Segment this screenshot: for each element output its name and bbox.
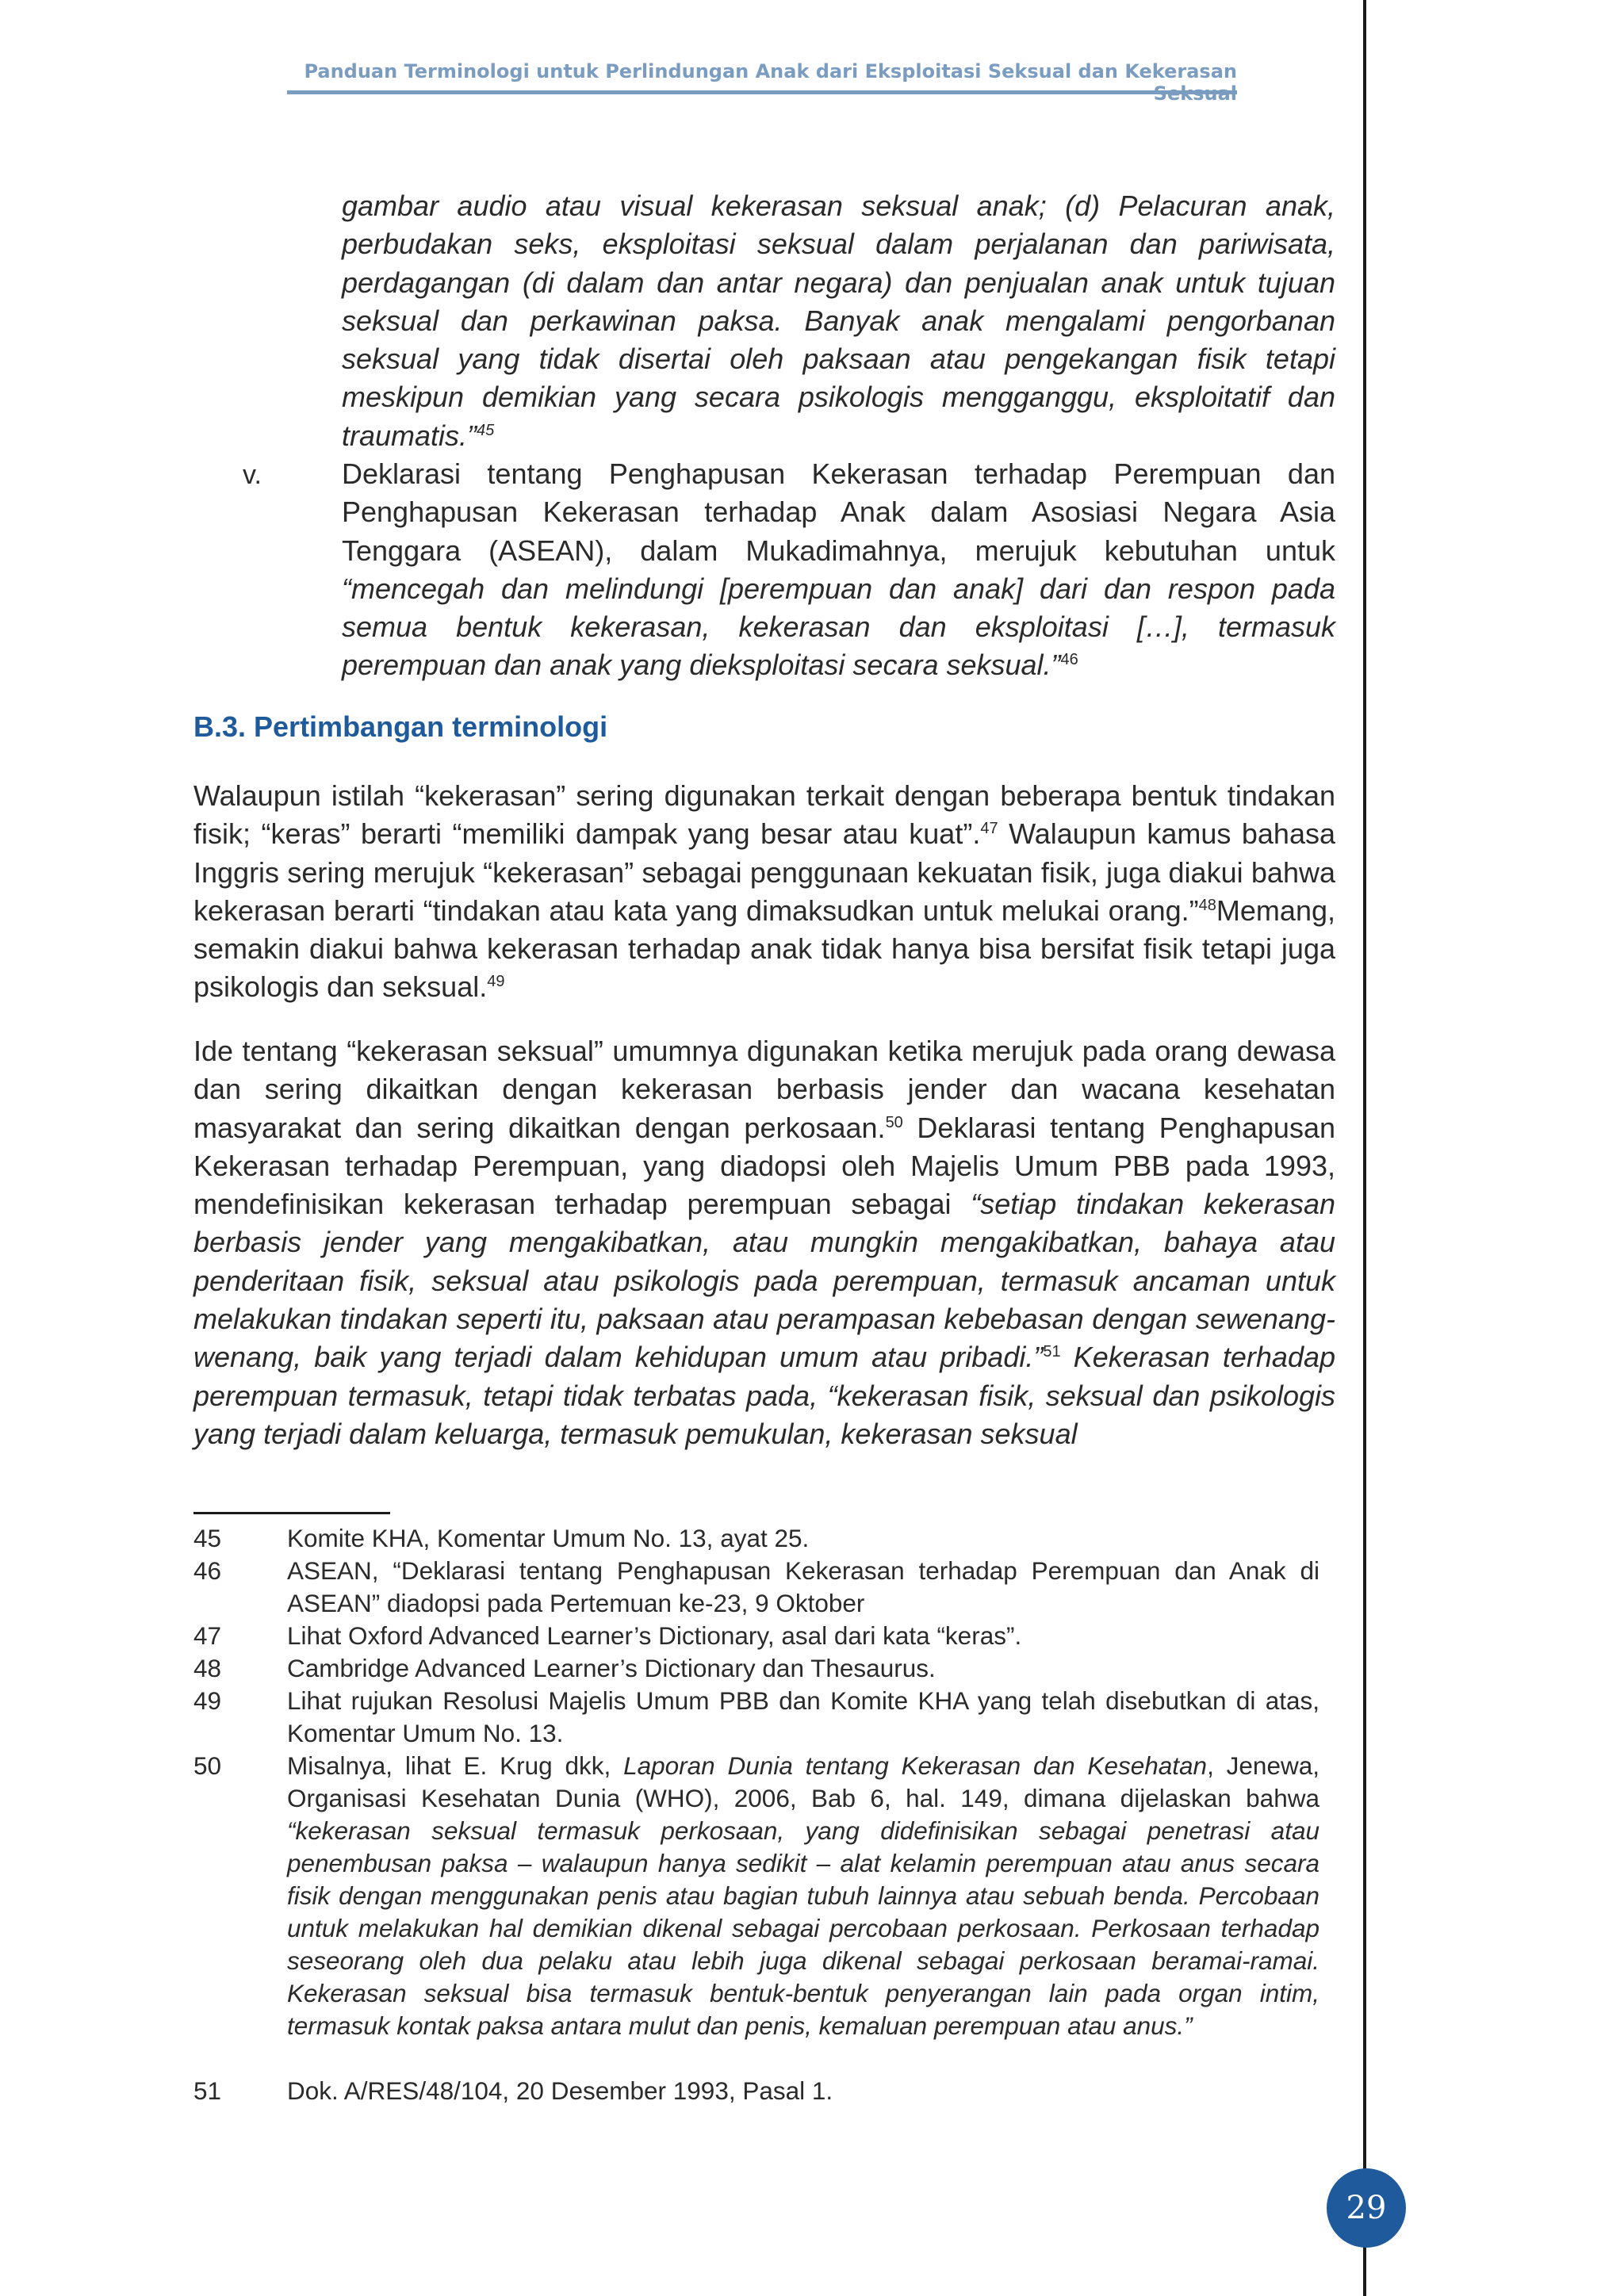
paragraph-2	[193, 1032, 1335, 1453]
footnote-45	[193, 1522, 1320, 1555]
footnote-number: 50	[193, 1751, 222, 1780]
footnote-50	[193, 1750, 1320, 2042]
footnote-ref-48[interactable]: 48	[1198, 896, 1216, 914]
header-rule	[287, 90, 1237, 94]
footnote-51	[193, 2075, 1320, 2107]
item-v-plain: Deklarasi tentang Penghapusan Kekerasan terhadap Perempuan dan Penghapusan Kekerasan terhadap Anak dalam Asosiasi Negara Asia Tenggara (ASEAN), dalam Mukadimahnya, merujuk kebutuhan untuk	[342, 457, 1335, 567]
list-number-v: v.	[243, 460, 262, 490]
footnote-text: Lihat Oxford Advanced Learner’s Dictionary, asal dari kata “keras”.	[287, 1621, 1022, 1650]
footnote-ref-50[interactable]: 50	[885, 1113, 903, 1131]
running-header: Panduan Terminologi untuk Perlindungan Anak dari Eksploitasi Seksual dan Kekerasan	[304, 60, 1237, 82]
item-v-quote: “mencegah dan melindungi [perempuan dan anak] dari dan respon pada semua bentuk kekerasan, kekerasan dan eksploitasi […], termasuk perempuan dan anak yang dieksploitasi secara seksual.”	[342, 572, 1335, 682]
footnote-text: Cambridge Advanced Learner’s Dictionary dan Thesaurus.	[287, 1654, 936, 1682]
section-heading: B.3. Pertimbangan terminologi	[193, 710, 608, 743]
list-item-v	[342, 455, 1335, 685]
footnote-text	[287, 1750, 1320, 2042]
footnote-ref-45[interactable]: 45	[477, 421, 495, 439]
fn50-part-b: , Jenewa, Organisasi Kesehatan Dunia (WHO), 2006, Bab 6, hal. 149, dimana dijelaskan bahwa	[287, 1751, 1320, 1812]
quote-body: gambar audio atau visual kekerasan seksual anak; (d) Pelacuran anak, perbudakan seks, eksploitasi seksual dalam perjalanan dan pariwisata, perdagangan (di dalam dan antar negara) dan penjualan anak untuk tujuan seksual dan perkawinan paksa. Banyak anak mengalami pengorbanan seksual yang tidak disertai oleh paksaan atau pengekangan fisik tetapi meskipun demikian yang secara psikologis mengganggu, eksploitatif dan traumatis.”	[342, 189, 1335, 452]
footnote-number: 45	[193, 1524, 222, 1552]
paragraph-2-text	[193, 1032, 1335, 1453]
quote-continuation	[342, 187, 1335, 455]
fn50-quote: “kekerasan seksual termasuk perkosaan, yang didefinisikan sebagai penetrasi atau penembusan paksa – walaupun hanya sedikit – alat kelamin perempuan atau anus secara fisik dengan menggunakan penis atau bagian tubuh lainnya atau sebuah benda. Percobaan untuk melakukan hal demikian dikenal sebagai percobaan perkosaan. Perkosaan terhadap seseorang oleh dua pelaku atau lebih juga dikenal sebagai perkosaan beramai-ramai. Kekerasan seksual bisa termasuk bentuk-bentuk penyerangan lain pada organ intim, termasuk kontak paksa antara mulut dan penis, kemaluan perempuan atau anus.”	[287, 1816, 1320, 2040]
footnote-number: 46	[193, 1556, 222, 1585]
fn50-book-title: Laporan Dunia tentang Kekerasan dan Kesehatan	[623, 1751, 1208, 1780]
footnote-number: 51	[193, 2076, 222, 2105]
fn50-part-a: Misalnya, lihat E. Krug dkk,	[287, 1751, 624, 1780]
page-number: 29	[1346, 2190, 1387, 2226]
p1-part-c: Memang, semakin diakui bahwa kekerasan terhadap anak tidak hanya bisa bersifat fisik tetapi juga psikologis dan seksual.	[193, 894, 1335, 1004]
footnote-ref-51[interactable]: 51	[1043, 1343, 1061, 1361]
p1-part-a: Walaupun istilah “kekerasan” sering digunakan terkait dengan beberapa bentuk tindakan fisik; “keras” berarti “memiliki dampak yang besar atau kuat”.	[193, 779, 1335, 851]
p2-part-b: Deklarasi tentang Penghapusan Kekerasan terhadap Perempuan, yang diadopsi oleh Majelis Umum PBB pada 1993, mendefinisikan kekerasan terhadap perempuan sebagai	[193, 1111, 1335, 1221]
p2-part-a: Ide tentang “kekerasan seksual” umumnya digunakan ketika merujuk pada orang dewasa dan sering dikaitkan dengan kekerasan berbasis jender dan wacana kesehatan masyarakat dan sering dikaitkan dengan perkosaan.	[193, 1035, 1335, 1144]
footnote-ref-49[interactable]: 49	[487, 973, 505, 991]
footnote-rule	[193, 1512, 390, 1514]
footnote-49	[193, 1685, 1320, 1750]
footnote-46	[193, 1555, 1320, 1620]
list-item-v-text	[342, 455, 1335, 685]
footnote-text: ASEAN, “Deklarasi tentang Penghapusan Kekerasan terhadap Perempuan dan Anak di ASEAN” diadopsi pada Pertemuan ke-23, 9 Oktober	[287, 1556, 1320, 1617]
footnote-text: Lihat rujukan Resolusi Majelis Umum PBB dan Komite KHA yang telah disebutkan di atas, Komentar Umum No. 13.	[287, 1686, 1320, 1747]
footnote-47	[193, 1620, 1320, 1652]
page-number-badge	[1327, 2168, 1406, 2248]
p2-part-d: Kekerasan terhadap perempuan termasuk, tetapi tidak terbatas pada, “kekerasan fisik, seksual dan psikologis yang terjadi dalam keluarga, termasuk pemukulan, kekerasan seksual	[193, 1341, 1336, 1450]
paragraph-1-text	[193, 777, 1335, 1007]
paragraph-1	[193, 777, 1335, 1007]
p2-quote: “setiap tindakan kekerasan berbasis jender yang mengakibatkan, atau mungkin mengakibatkan, bahaya atau penderitaan fisik, seksual atau psikologis pada perempuan, termasuk ancaman untuk melakukan tindakan seperti itu, paksaan atau perampasan kebebasan dengan sewenang-wenang, baik yang terjadi dalam kehidupan umum atau pribadi.”	[193, 1188, 1335, 1374]
footnote-text: Dok. A/RES/48/104, 20 Desember 1993, Pasal 1.	[287, 2076, 833, 2105]
page-edge-line	[1363, 0, 1366, 2296]
p1-part-b: Walaupun kamus bahasa Inggris sering merujuk “kekerasan” sebagai penggunaan kekuatan fisik, juga diakui bahwa kekerasan berarti “tindakan atau kata yang dimaksudkan untuk melukai orang.”	[193, 817, 1335, 927]
footnote-text: Komite KHA, Komentar Umum No. 13, ayat 25.	[287, 1524, 810, 1552]
footnote-number: 47	[193, 1621, 222, 1650]
footnote-ref-46[interactable]: 46	[1060, 651, 1078, 669]
footnote-number: 48	[193, 1654, 222, 1682]
quote-text	[342, 187, 1335, 455]
footnote-ref-47[interactable]: 47	[980, 820, 998, 838]
footnote-48	[193, 1652, 1320, 1685]
footnote-number: 49	[193, 1686, 222, 1715]
